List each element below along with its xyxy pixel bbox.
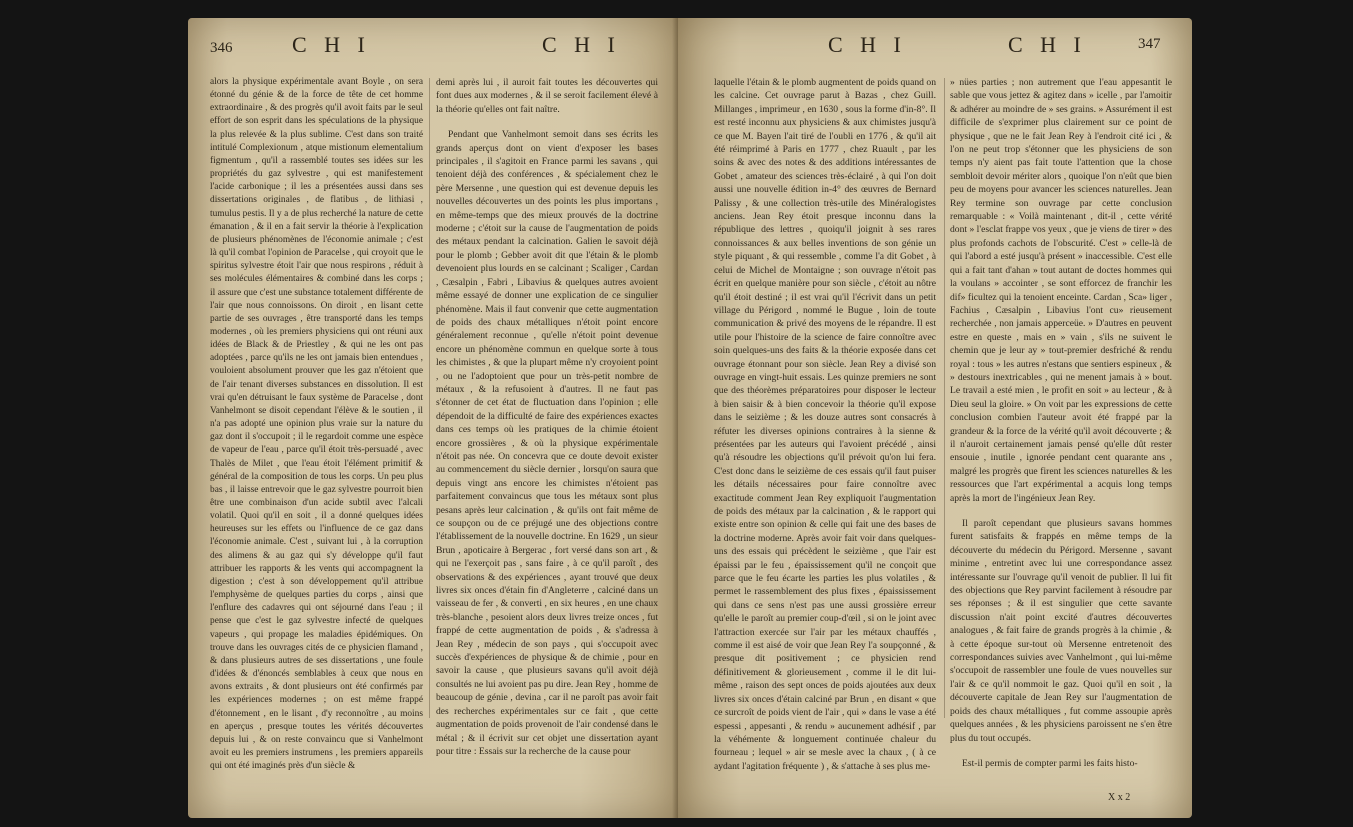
paragraph: demi après lui , il auroit fait toutes les découvertes qui font dues aux modernes , & il se seroit facilement élevé à la théorie qu'elles ont fait naître. [436, 77, 658, 115]
column-divider [429, 78, 430, 718]
right-column-2 [950, 76, 1172, 796]
column-divider [944, 78, 945, 718]
right-column-1 [714, 76, 936, 796]
left-column-2 [436, 76, 658, 796]
left-head-title-a: C H I [292, 32, 371, 57]
left-page-number: 346 [210, 40, 233, 56]
paragraph: laquelle l'étain & le plomb augmentent de poids quand on les calcine. Cet ouvrage parut à Bazas , chez Guill. Millanges , imprimeur , en 1630 , sous la forme d'in-8°. Il est resté inconnu aux physiciens & aux chimistes jusqu'à ce que M. Bayen l'ait tiré de l'oubli en 1776 , & qu'il ait été réimprimé à Paris en 1777 , chez Ruault , par les soins & avec des notes & des additions intéressantes de Gobet , amateur des sciences très-éclairé , à qui l'on doit aussi une nouvelle édition in-4° des œuvres de Bernard Palissy , & une collection très-utile des Minéralogistes anciens. Jean Rey étoit presque inconnu dans la république des lettres , quoiqu'il joignit à ses rares connoissances & aux belles inventions de son génie un style piquant , & qui ressemble , comme l'a dit Gobet , à celui de Michel de Montaigne ; son ouvrage n'étoit pas écrit en quelque manière pour son siècle , c'étoit au nôtre qu'il étoit destiné ; il est vrai qu'il l'écrivit dans un petit village du Périgord , nommé le Bugue , loin de toute communication & privé des moyens de le répandre. Il est utile pour l'histoire de la science de faire connoître avec soin quelques-uns des faits & la théorie exposée dans cet ouvrage étonnant pour son siècle. Jean Rey a divisé son ouvrage en vingt-huit essais. Les quinze premiers ne sont que des théorèmes préparatoires pour disposer le lecteur à bien saisir & à bien concevoir la théorie qu'il expose dans le seizième ; & les douze autres sont consacrés à réfuter les diverses opinions contraires à la sienne & présentées par les auteurs qui l'avoient précédé , ainsi qu'à résoudre les objections qu'il prévoit qu'on lui fera. C'est donc dans le seizième de ces essais qu'il faut puiser les détails nécessaires pour faire connoître avec exactitude comment Jean Rey expliquoit l'augmentation de poids des métaux par la calcination , & le rapport qui existe entre son opinion & celle qui fait une des bases de la doctrine moderne. Après avoir fait voir dans quelques-uns des essais qui précèdent le seizième , que l'air est épaissi par le feu , épaississement qu'il ne conçoit que parce que le feu écarte les parties les plus volatiles , & permet le rassemblement des plus fixes , épaississement qui dans ce sens n'est pas une aussi grossière erreur qu'elle le paroît au premier coup-d'œil , si on le joint avec l'attraction exercée sur l'air par les métaux chauffés , comme il est aisé de voir que Jean Rey l'a soupçonné , & presque dit positivement ; ce physicien rend définitivement & glorieusement , comme il le dit lui-même , raison des sept onces de poids ajoutées aux deux livres six onces d'étain calciné par Brun , en disant « que ce surcroît de poids vient de l'air , qui » dans le vase a été espessi , appesanti , & rendu » aucunement adhésif , par la véhémente & longuement continuée chaleur du fourneau ; lequel » air se mesle avec la chaux , ( à ce aydant l'agitation fréquente ) , & s'attache à ses plus me- [714, 77, 936, 772]
right-running-head [708, 32, 1178, 72]
paragraph: » nües parties ; non autrement que l'eau appesantit le sable que vous jettez & agitez dans » icelle , par l'amoitir & adhérer au moindre de » ses grains. » Assurément il est difficile de s'exprimer plus clairement sur ce point de physique , que ne le fait Jean Rey à l'endroit cité ici , & l'on ne peut trop s'étonner que les physiciens de son temps n'y aient pas fait toute l'attention que la chose sembloit devoir mériter alors , quoique l'on n'eût que bien peu de moyens pour avancer les sciences naturelles. Jean Rey termine son ouvrage par cette conclusion remarquable : « Voilà maintenant , dit-il , cette vérité dont » l'esclat frappe vos yeux , que je viens de tirer » des plus profonds cachots de l'obscurité. C'est » celle-là de qui l'abord a esté jusqu'à présent » inaccessible. C'est elle qui a fait tant d'ahan » tout autant de doctes hommes qui la voulans » accointer , se sont efforcez de franchir les dif» ficultez qui la tenoient enceinte. Cardan , Sca» liger , Fachius , Cæsalpin , Libavius l'ont cu» rieusement recherchée , non jamais apperceüe. » D'autres en peuvent estre en queste , mais en » vain , s'ils ne suivent le chemin que je leur ay » tout-premier desfriché & rendu royal : tous » les autres n'estans que sentiers espineux , & » destours inextricables , qui ne menent jamais à » bout. Le travail a esté mien , le profit en soit » au lecteur , & à Dieu seul la gloire. » On voit par les expressions de cette conclusion combien l'auteur avoit été frappé par la grandeur & la force de la vérité qu'il avoit découverte ; & il n'auroit certainement jamais pensé qu'elle dût rester ensouie , inutile , ignorée pendant cent quarante ans , malgré les progrès que firent les sciences naturelles & les ressources que l'art expérimental a acquis long temps après la mort de l'ingénieux Jean Rey. [950, 77, 1172, 504]
right-head-title-a: C H I [828, 32, 907, 57]
right-head-title-b: C H I [1008, 32, 1087, 57]
right-page [678, 18, 1192, 818]
paragraph: Pendant que Vanhelmont semoit dans ses écrits les grands aperçus dont on vient d'exposer les bases principales , il s'agitoit en France parmi les savans , qui tenoient déjà des conférences , & spécialement chez le père Mersenne , une question qui est devenue depuis les nouvelles découvertes un des points les plus importans , en même-temps que des mieux prouvés de la doctrine moderne ; c'étoit sur la cause de l'augmentation de poids des métaux pendant la calcination. Galien le savoit déjà pour le plomb ; Gebber avoit dit que l'étain & le plomb devenoient plus lourds en se calcinant ; Scaliger , Cardan , Cæsalpin , Fabri , Libavius & quelques autres avoient même essayé de donner une explication de ce singulier phénomène. Mais il faut convenir que cette augmentation de poids des chaux métalliques n'étoit point encore généralement reconnue , qu'elle n'étoit point devenue encore un phénomène commun en quelque sorte à tous les chimistes , & que la plupart même n'y croyoient point , ou ne l'adoptoient que pour un très-petit nombre de métaux , & la refusoient à d'autres. Il ne faut pas s'étonner de cet état de fluctuation dans l'opinion ; elle dépendoit de la difficulté de faire des expériences exactes dans ces temps où les pratiques de la chimie étoient encore grossières , & où la physique expérimentale n'étoit pas née. On concevra que ce doute devoit exister au commencement du siècle dernier , lorsqu'on saura que depuis vingt ans encore les chimistes n'étoient pas parfaitement convaincus que tous les métaux sont plus pesans après leur calcination , & qu'ils ont fait même de ce soupçon ou de ce préjugé une des objections contre l'établissement de la nouvelle doctrine. En 1629 , un sieur Brun , apoticaire à Bergerac , fort versé dans son art , & qui ne l'exerçoit pas , sans faire , à ce qu'il paroît , des observations & des expériences , ayant trouvé que deux livres six onces d'étain fin d'Angleterre , calciné dans un vaisseau de fer , & converti , en six heures , en une chaux très-blanche , pesoient alors deux livres treize onces , fut frappé de cette augmentation de poids , & s'adressa à Jean Rey , médecin de son pays , qui s'occupoit avec succès d'expériences de physique & de chimie , pour en savoir la cause , que plusieurs savans qu'il avoit déjà consultés ne lui avoient pas pu dire. Jean Rey , homme de beaucoup de génie , devina , car il ne paroît pas avoir fait des recherches expérimentales sur ce fait , que cette augmentation de poids provenoit de l'air condensé dans le métal ; & il écrivit sur cet objet une dissertation ayant pour titre : Essais sur la recherche de la cause pour [436, 129, 658, 757]
left-running-head [210, 32, 670, 72]
paragraph: alors la physique expérimentale avant Boyle , on sera étonné du génie & de la force de tête de cet homme extraordinaire , & des progrès qu'il avoit faits par le seul effort de son esprit dans les spéculations de la physique la plus relevée & la plus sublime. C'est dans son traité intitulé Complexionum , atque mistionum elementalium figmentum , qu'il a rassemblé toutes ses idées sur les propriétés du gaz sylvestre , qui est manifestement l'acide carbonique ; il les a présentées aussi dans ses dissertations originales , de flatibus , de lithiasi , tumulus pestis. Il y a de plus recherché la nature de cette émanation , & il en a fait servir la théorie à l'explication de plusieurs phénomènes de l'économie animale ; c'est là qu'il combat l'opinion de Paracelse , qui croyoit que le spiritus sylvestre étoit l'air que nous respirons , réduit à ses molécules élémentaires & combiné dans les corps ; il assure que c'est une substance totalement différente de l'air que nous connoissons. On diroit , en lisant cette partie de ses ouvrages , être transporté dans les temps modernes , où les premiers physiciens qui ont réuni aux idées de Black & de Priestley , & qui ne les ont pas adoptées , parce qu'ils ne les ont jamais bien entendues , vouloient absolument prouver que les gaz n'étoient que de l'air tenant diverses substances en dissolution. Il est vrai qu'en détruisant le faux système de Paracelse , dont Vanhelmont se disoit cependant l'élève & le soutien , il n'a pas adopté une opinion plus vraie sur la nature du gaz dont il s'occupoit ; il le regardoit comme une espèce de vapeur de l'eau , parce qu'il étoit très-persuadé , avec Thalès de Milet , que l'eau étoit l'élément primitif & général de la composition de tous les corps. Un peu plus bas , il laisse entrevoir que le gaz sylvestre pourroit bien être une combinaison d'un acide subtil avec l'alcali volatil. Quoi qu'il en soit , il a donné quelques idées heureuses sur les effets ou l'influence de ce gaz dans l'économie animale. C'est , suivant lui , à la corruption des alimens & au gaz qui s'y développe qu'il faut attribuer les rapports & les vents qui accompagnent la digestion ; c'est à son développement qu'il attribue l'emphysème de quelques parties du corps , ainsi que l'enflure des cadavres qui ont séjourné dans l'eau ; il pense que c'est le gaz sylvestre infecté de quelques vapeurs , qui propage les maladies épidémiques. On trouve dans les ouvrages cités de ce physicien flamand , & dans plusieurs autres de ses dissertations , une foule d'idées & d'énoncés semblables à ceux que nous en avons extraits , & dont plusieurs ont été confirmés par les expériences modernes ; on est même frappé d'étonnement , en le lisant , d'y reconnoître , au moins en aperçus , presque toutes les vérités découvertes depuis lui , & on reste convaincu que si Vanhelmont avoit eu les premiers instrumens , les premiers appareils qui ont été imaginés près d'un siècle & [210, 77, 423, 772]
left-head-title-b: C H I [542, 32, 621, 57]
right-page-number: 347 [1138, 36, 1161, 52]
paragraph: Il paroît cependant que plusieurs savans hommes furent satisfaits & frappés en même temps de la découverte du médecin du Périgord. Mersenne , savant minime , entretint avec lui une correspondance assez intéressante sur l'ouvrage qu'il venoit de publier. Il lui fit des objections que Rey parvint facilement à résoudre par ses réponses ; & il est singulier que cette savante discussion n'ait point excité d'autres découvertes analogues , & fait faire de grands progrès à la chimie , & à cette époque sur-tout où Mersenne entretenoit des correspondances suivies avec Vanhelmont , qui lui-même s'occupoit de rassembler une foule de vues nouvelles sur l'air & ce qu'il nommoit le gaz. Quoi qu'il en soit , la découverte capitale de Jean Rey sur l'augmentation de poids des chaux métalliques , fut comme assoupie après quelques années , & les physiciens paroissent ne s'en être plus du tout occupés. [950, 518, 1172, 744]
left-column-1 [210, 76, 423, 796]
left-page [188, 18, 678, 818]
paragraph: Est-il permis de compter parmi les faits histo- [962, 757, 1138, 769]
signature-mark: X x 2 [1108, 792, 1131, 803]
